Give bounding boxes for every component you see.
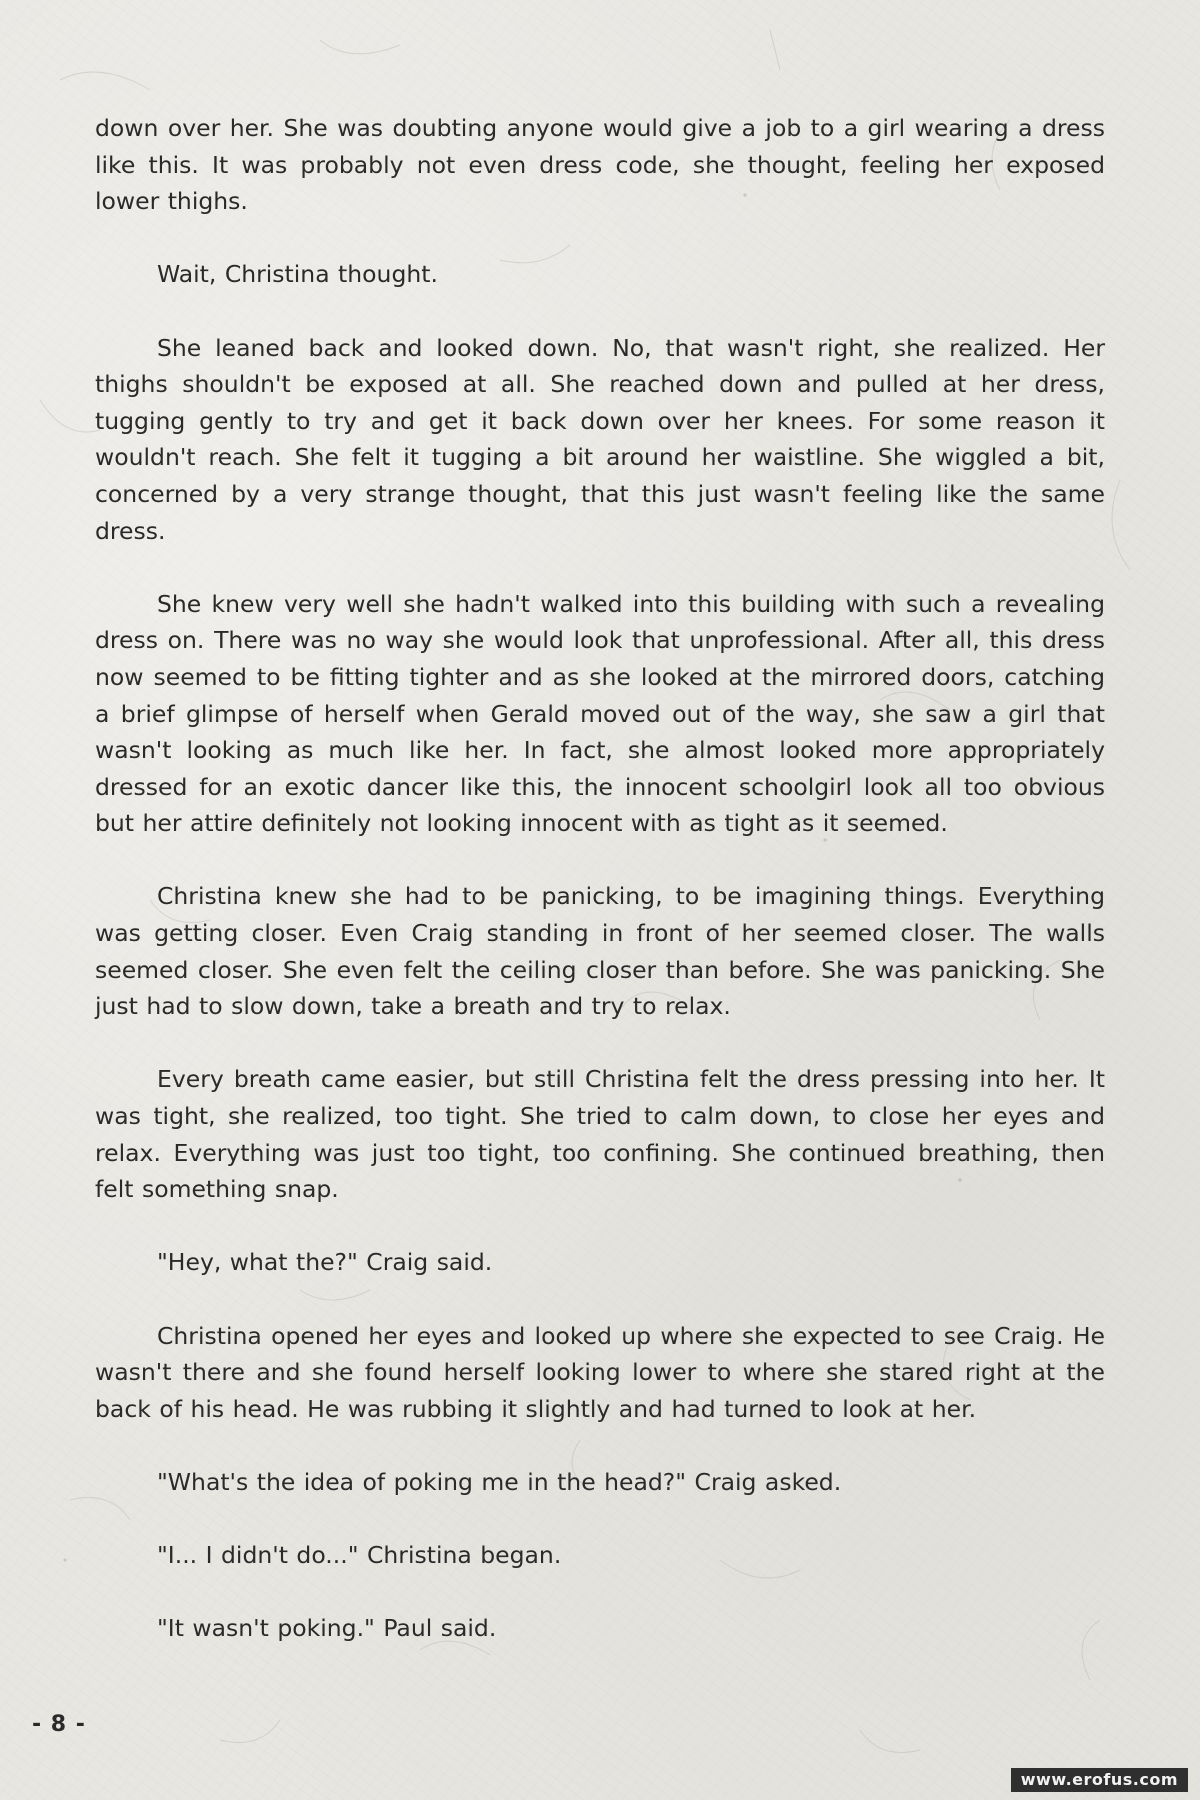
page-number: - 8 -	[32, 1712, 86, 1737]
paragraph: Christina knew she had to be panicking, to be imagining things. Everything was getting closer. Even Craig standing in front of her seemed closer. The walls seemed closer. She even felt the ceiling closer than before. She was panicking. She just had to slow down, take a breath and try to relax.	[95, 882, 1105, 1021]
paragraph: "I... I didn't do..." Christina began.	[157, 1541, 562, 1570]
paragraph: "What's the idea of poking me in the head?" Craig asked.	[157, 1467, 842, 1496]
paragraph: Every breath came easier, but still Christina felt the dress pressing into her. It was tight, she realized, too tight. She tried to calm down, to close her eyes and relax. Everything was just too tight, too confining. She continued breathing, then felt something snap.	[95, 1065, 1105, 1204]
paragraph: "It wasn't poking." Paul said.	[157, 1614, 497, 1643]
paragraph: "Hey, what the?" Craig said.	[157, 1248, 493, 1277]
paragraph: Wait, Christina thought.	[157, 260, 438, 289]
paragraph: Christina opened her eyes and looked up where she expected to see Craig. He wasn't there and she found herself looking lower to where she stared right at the back of his head. He was rubbing it slightly and had turned to look at her.	[95, 1321, 1105, 1423]
paragraph: down over her. She was doubting anyone would give a job to a girl wearing a dress like this. It was probably not even dress code, she thought, feeling her exposed lower thighs.	[95, 114, 1105, 216]
paragraph: She leaned back and looked down. No, that wasn't right, she realized. Her thighs shouldn't be exposed at all. She reached down and pulled at her dress, tugging gently to try and get it back down over her knees. For some reason it wouldn't reach. She felt it tugging a bit around her waistline. She wiggled a bit, concerned by a very strange thought, that this just wasn't feeling like the same dress.	[95, 333, 1105, 545]
watermark-badge: www.erofus.com	[1011, 1768, 1188, 1792]
body-text	[95, 110, 1105, 1684]
paragraph: She knew very well she hadn't walked into this building with such a revealing dress on. There was no way she would look that unprofessional. After all, this dress now seemed to be fitting tighter and as she looked at the mirrored doors, catching a brief glimpse of herself when Gerald moved out of the way, she saw a girl that wasn't looking as much like her. In fact, she almost looked more appropriately dressed for an exotic dancer like this, the innocent schoolgirl look all too obvious but her attire definitely not looking innocent with as tight as it seemed.	[95, 589, 1105, 838]
